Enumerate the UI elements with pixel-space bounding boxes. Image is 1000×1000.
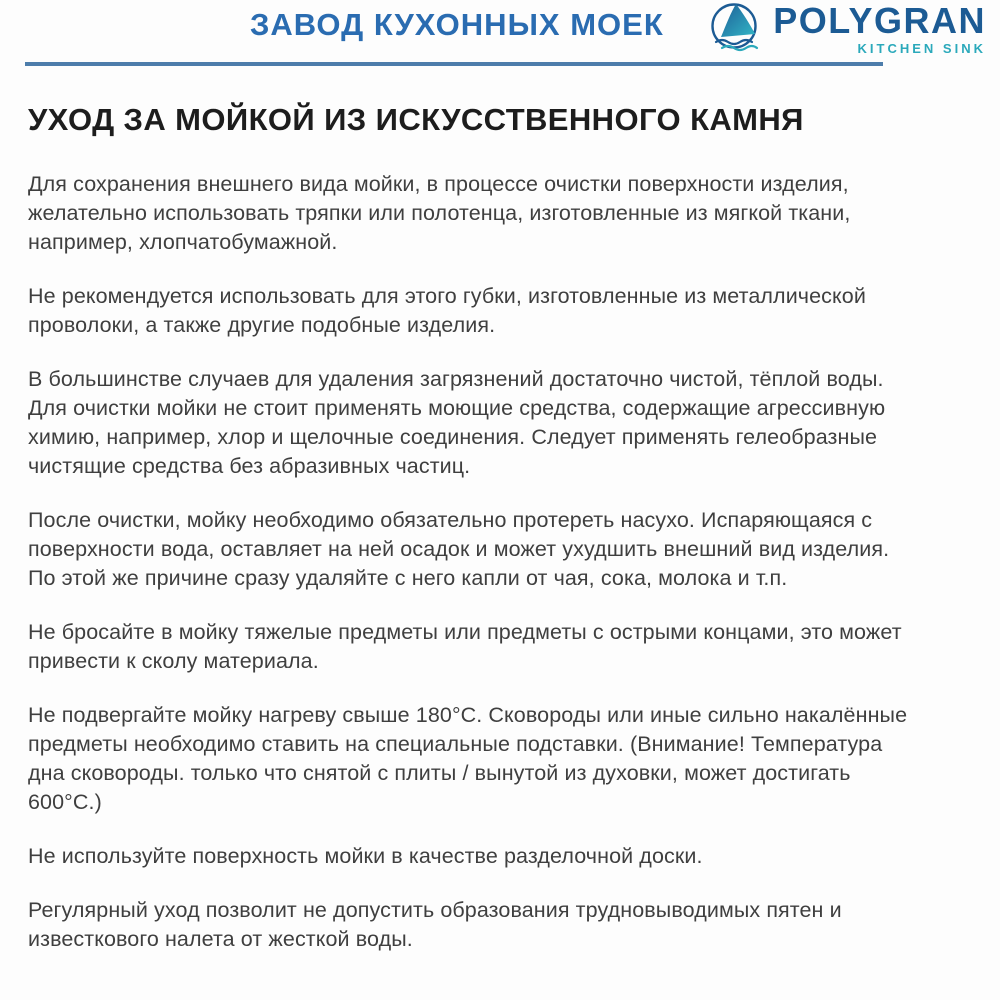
article-heading: УХОД ЗА МОЙКОЙ ИЗ ИСКУССТВЕННОГО КАМНЯ: [28, 102, 804, 137]
care-instructions-article: [28, 103, 920, 979]
paragraph-heat-warning: Не подвергайте мойку нагреву свыше 180°С. Сковороды или иные сильно накалённые предметы необходимо ставить на специальные подставки. (Внимание! Температура дна сковороды. только что снятой с плиты / вынутой из духовки, может достигать 600°С.): [28, 703, 908, 814]
paragraph-regular-care: Регулярный уход позволит не допустить образования трудновыводимых пятен и известкового налета от жесткой воды.: [28, 898, 842, 951]
paragraph-no-cutting-board: Не используйте поверхность мойки в качестве разделочной доски.: [28, 844, 703, 868]
header-divider: [25, 62, 883, 66]
polygran-sail-waves-icon: [709, 1, 761, 55]
page-header: [0, 0, 1000, 62]
brand-tagline: KITCHEN SINK: [857, 41, 986, 56]
paragraph-soft-cloth: Для сохранения внешнего вида мойки, в процессе очистки поверхности изделия, желательно использовать тряпки или полотенца, изготовленные из мягкой ткани, например, хлопчатобумажной.: [28, 172, 851, 254]
paragraph-wipe-dry: После очистки, мойку необходимо обязательно протереть насухо. Испаряющаяся с поверхности вода, оставляет на ней осадок и может ухудшить внешний вид изделия. По этой же причине сразу удаляйте с него капли от чая, сока, молока и т.п.: [28, 508, 890, 590]
brand-name: POLYGRAN: [773, 0, 986, 41]
paragraph-no-metal-sponge: Не рекомендуется использовать для этого губки, изготовленные из металлической проволоки, а также другие подобные изделия.: [28, 284, 866, 337]
paragraph-cleaning-agents: В большинстве случаев для удаления загрязнений достаточно чистой, тёплой воды. Для очистки мойки не стоит применять моющие средства, содержащие агрессивную химию, например, хлор и щелочные соединения. Следует применять гелеобразные чистящие средства без абразивных частиц.: [28, 367, 886, 478]
logo-text-block: [773, 1, 986, 56]
company-title: ЗАВОД КУХОННЫХ МОЕК: [250, 7, 664, 42]
polygran-logo: [709, 1, 986, 56]
paragraph-no-heavy-objects: Не бросайте в мойку тяжелые предметы или предметы с острыми концами, это может привести к сколу материала.: [28, 620, 902, 673]
